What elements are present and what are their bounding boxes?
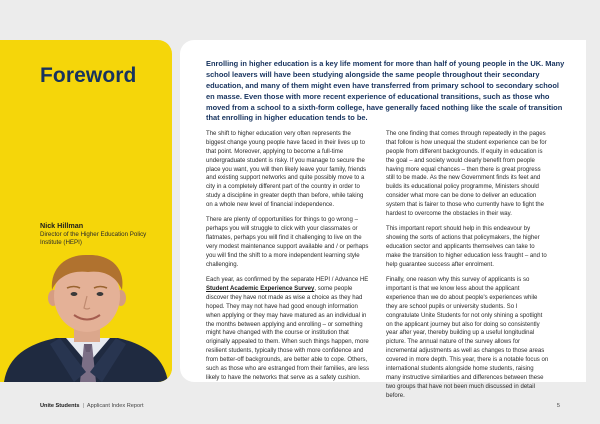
- footer-report-title: Applicant Index Report: [86, 403, 144, 409]
- body-text: , some people discover they have not made as wise a choice as they had hoped. They may not have had good enough information when applying or they may have matured as an individual in the months between applying and enrolling – or something might have changed with the course or institution that originally appealed to them. When such things happen, more resilient students, typically those with more confidence and from better-off backgrounds, are better able to cope. Others, such as those who are estranged from their families, are less likely to have the networks that serve as a safety cushion.: [206, 286, 370, 381]
- sidebar-panel: [0, 40, 172, 382]
- body-text: Each year, as confirmed by the separate HEPI / Advance HE: [206, 277, 369, 284]
- body-paragraph: There are plenty of opportunities for things to go wrong – perhaps you will struggle to click with your classmates or flatmates, perhaps you will find it challenging to live on the very modest maintenance support available and / or perhaps you will find the shift to a more independent learning style challenging.: [206, 217, 369, 268]
- body-paragraph: [206, 276, 370, 383]
- footer-separator: |: [82, 403, 84, 409]
- body-paragraph: The shift to higher education very often represents the biggest change young people have faced in their lives up to that point. Moreover, applying to become a full-time undergraduate student is risky. If you manage to secure the place you want, you will then likely leave your family, friends and existing support networks and quite possibly move to a city in a completely different part of the country in order to study a discipline in greater depth than before, while taking on a whole new level of financial independence.: [206, 131, 367, 208]
- body-paragraph: Finally, one reason why this survey of applicants is so important is that we know less about the applicant experience than we do about people's experiences while they are school pupils or university students. So I congratulate Unite Students for not only shining a spotlight on the applicant journey but also for doing so consistently year after year, thereby building up a useful longitudinal picture. The annual nature of the survey allows for incremental adjustments as well as changes to those areas covered in more depth. This year, there is a notable focus on international students alongside home students, raising many instructive similarities and differences between these two groups that have not been much discussed in detail before.: [386, 277, 549, 399]
- body-column-left: [206, 130, 370, 389]
- body-paragraph: This important report should help in this endeavour by showing the sorts of actions that policymakers, the higher education sector and applicants themselves can take to make the transition to higher education less fraught – and to help guarantee success after enrolment.: [386, 226, 547, 268]
- page-title: Foreword: [40, 64, 137, 87]
- page-number: 5: [556, 403, 560, 409]
- author-name: Nick Hillman: [40, 221, 84, 230]
- article-panel: [180, 40, 586, 399]
- survey-link[interactable]: Student Academic Experience Survey: [206, 286, 315, 292]
- body-paragraph: The one finding that comes through repeatedly in the pages that follow is how unequal the student experience can be for people from different backgrounds. If equity in education is the goal – and society would clearly benefit from people having more equal chances – then there is great progress still to be made. As the new Government finds its feet and builds its educational policy programme, Ministers should consider what more can be done to deliver an education system that is fairer to those who currently have to fight the hardest to overcome the obstacles in their way.: [386, 131, 547, 217]
- footer-brand: Unite Students: [40, 403, 80, 409]
- body-column-right: [386, 130, 550, 407]
- author-role: Director of the Higher Education Policy Institute (HEPI): [40, 231, 147, 246]
- page-footer: [40, 403, 560, 413]
- lead-paragraph: Enrolling in higher education is a key life moment for more than half of young people in the UK. Many school leavers will have been studying alongside the same people throughout their secondary education, and many of them might even have transferred from primary school to secondary school en masse. Even those with more recent experience of educational transitions, such as those who moved from a school to a sixth-form college, have generally faced nothing like the scale of transition that enrolling in higher education tends to be.: [206, 59, 565, 123]
- author-portrait: [0, 252, 172, 382]
